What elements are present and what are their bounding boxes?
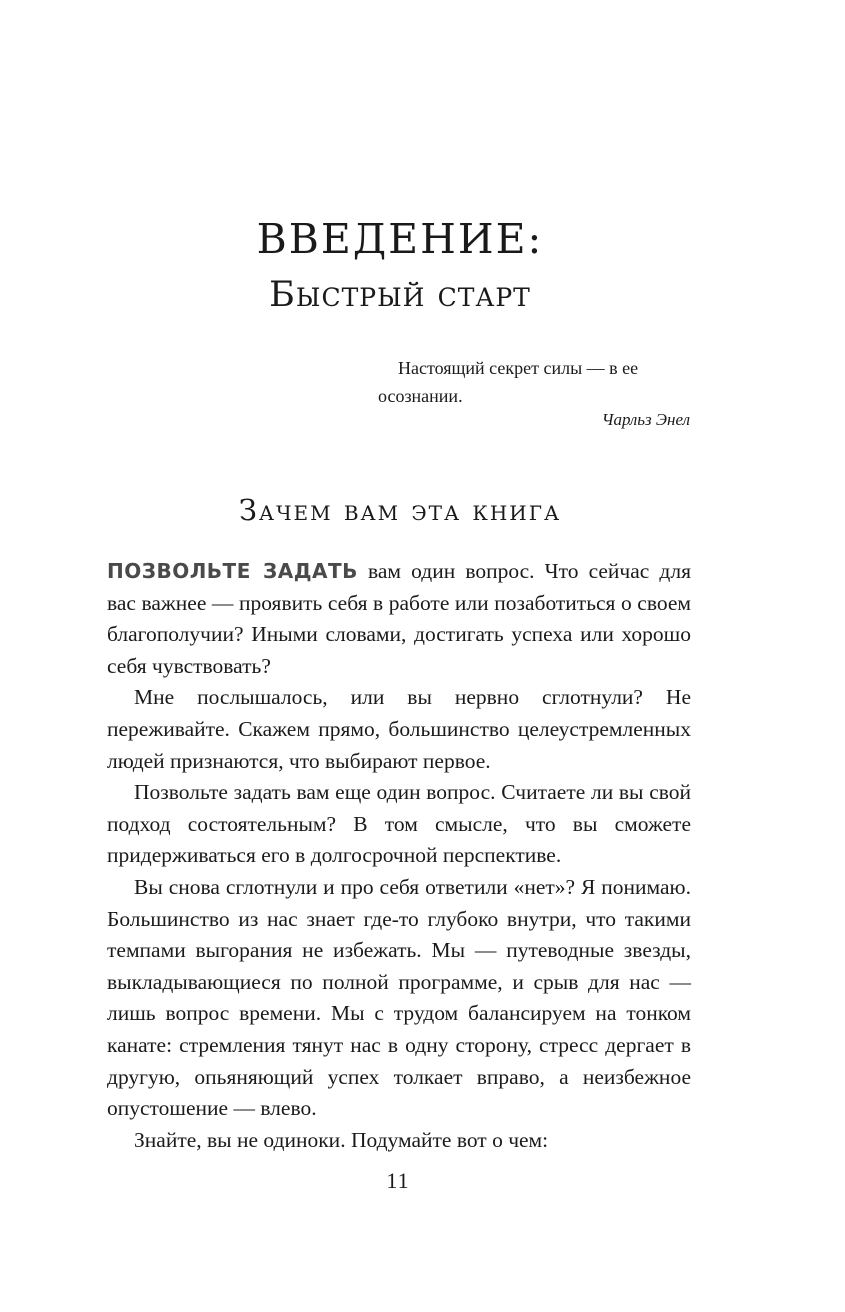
epigraph-author: Чарльз Энел: [601, 410, 690, 429]
chapter-title-line2: Быстрый старт: [269, 275, 531, 315]
paragraph-4: Вы снова сглотнули и про себя ответили «нет»? Я понимаю. Большинство из нас знает где-то глубоко внутри, что такими темпами выгорания не избежать. Мы — путеводные звезды, выкладывающиеся по полной программе, и срыв для нас — лишь вопрос времени. Мы с трудом балансируем на тонком канате: стремления тянут нас в одну сторону, стресс дергает в другую, опьяняющий успех толкает вправо, а неизбежное опустошение — влево.: [107, 874, 691, 1121]
paragraph-5: Знайте, вы не одиноки. Подумайте вот о чем:: [134, 1127, 549, 1152]
page-number: 11: [386, 1168, 410, 1193]
section-heading: Зачем вам эта книга: [238, 493, 562, 527]
epigraph: [378, 354, 693, 410]
lead-words: ПОЗВОЛЬТЕ ЗАДАТЬ: [107, 559, 358, 583]
body-text: [107, 556, 691, 1156]
paragraph-1-text: вам один вопрос. Что сейчас для вас важнее — проявить себя в работе или позаботиться о своем благополучии? Иными словами, достигать успеха или хорошо себя чувствовать?: [107, 559, 691, 678]
chapter-title-line1: ВВЕДЕНИЕ:: [256, 215, 544, 263]
epigraph-text: Настоящий секрет силы — в ее осознании.: [378, 358, 639, 406]
paragraph-2: Мне послышалось, или вы нервно сглотнули? Не переживайте. Скажем прямо, большинство целеустремленных людей признаются, что выбирают первое.: [107, 685, 691, 773]
paragraph-3: Позвольте задать вам еще один вопрос. Считаете ли вы свой подход состоятельным? В том смысле, что вы сможете придерживаться его в долгосрочной перспективе.: [107, 780, 691, 868]
paragraph-1: [107, 556, 691, 682]
